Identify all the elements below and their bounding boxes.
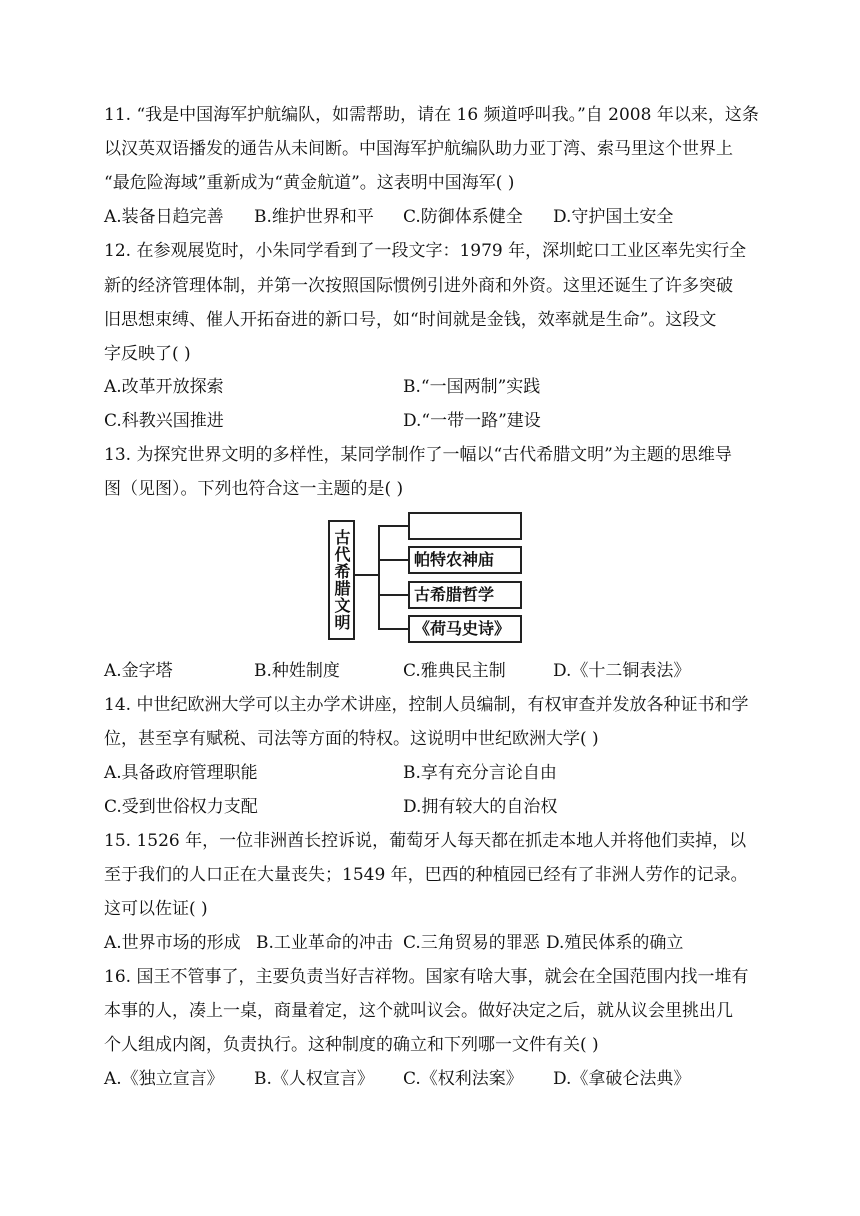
question-16-option-c: C.《权利法案》 [403, 1069, 523, 1089]
mind-map-branch-philosophy: 古希腊哲学 [408, 581, 522, 609]
question-15-option-d: D.殖民体系的确立 [546, 933, 684, 953]
question-12-option-c: C.科教兴国推进 [104, 411, 224, 431]
question-13-option-b: B.种姓制度 [254, 661, 340, 681]
question-14-option-b: B.享有充分言论自由 [403, 763, 557, 783]
question-15-option-b: B.工业革命的冲击 [256, 933, 393, 953]
question-16-line-1: 16. 国王不管事了，主要负责当好吉祥物。国家有啥大事，就会在全国范围内找一堆有 [104, 967, 749, 987]
connector-branch-1 [378, 525, 408, 527]
connector-branch-2 [378, 559, 408, 561]
question-11-line-2: 以汉英双语播发的通告从未间断。中国海军护航编队助力亚丁湾、索马里这个世界上 [104, 139, 733, 159]
question-12-line-2: 新的经济管理体制，并第一次按照国际惯例引进外商和外资。这里还诞生了许多突破 [104, 276, 733, 296]
question-15-line-2: 至于我们的人口正在大量丧失；1549 年，巴西的种植园已经有了非洲人劳作的记录。 [104, 865, 748, 885]
question-12-line-4: 字反映了( ) [104, 344, 191, 364]
question-11-line-1: 11. “我是中国海军护航编队，如需帮助，请在 16 频道呼叫我。”自 2008 年以来，这条 [104, 105, 759, 125]
question-15-line-1: 15. 1526 年，一位非洲酋长控诉说，葡萄牙人每天都在抓走本地人并将他们卖掉，以 [104, 831, 747, 851]
question-16-line-2: 本事的人，凑上一桌，商量着定，这个就叫议会。做好决定之后，就从议会里挑出几 [104, 1001, 733, 1021]
mind-map-branch-parthenon: 帕特农神庙 [408, 546, 522, 574]
connector-branch-3 [378, 594, 408, 596]
connector-branch-4 [378, 628, 408, 630]
question-12-line-3: 旧思想束缚、催人开拓奋进的新口号，如“时间就是金钱，效率就是生命”。这段文 [104, 310, 717, 330]
question-14-option-a: A.具备政府管理职能 [104, 763, 258, 783]
question-12-option-b: B.“一国两制”实践 [403, 377, 541, 397]
question-14-option-d: D.拥有较大的自治权 [403, 797, 558, 817]
mind-map-root: 古代希腊文明 [328, 520, 355, 640]
question-14-option-c: C.受到世俗权力支配 [104, 797, 258, 817]
question-11-line-3: “最危险海域”重新成为“黄金航道”。这表明中国海军( ) [104, 173, 515, 193]
question-14-line-2: 位，甚至享有赋税、司法等方面的特权。这说明中世纪欧洲大学( ) [104, 729, 599, 749]
question-11-option-a: A.装备日趋完善 [104, 207, 224, 227]
question-15-option-a: A.世界市场的形成 [104, 933, 241, 953]
question-13-line-1: 13. 为探究世界文明的多样性，某同学制作了一幅以“古代希腊文明”为主题的思维导 [104, 445, 732, 465]
question-16-option-a: A.《独立宣言》 [104, 1069, 224, 1089]
question-15-line-3: 这可以佐证( ) [104, 899, 208, 919]
question-13-option-c: C.雅典民主制 [403, 661, 506, 681]
question-16-option-d: D.《拿破仑法典》 [553, 1069, 691, 1089]
connector-root-stem [355, 574, 379, 576]
connector-vertical [378, 525, 380, 629]
mind-map-branch-homer: 《荷马史诗》 [408, 615, 522, 643]
question-12-option-a: A.改革开放探索 [104, 377, 224, 397]
question-13-option-a: A.金字塔 [104, 661, 173, 681]
question-13-line-2: 图（见图）。下列也符合这一主题的是( ) [104, 479, 404, 499]
question-12-line-1: 12. 在参观展览时，小朱同学看到了一段文字：1979 年，深圳蛇口工业区率先实行全 [104, 241, 747, 261]
mind-map-diagram [328, 512, 524, 642]
mind-map-branch-blank [408, 512, 522, 540]
question-12-option-d: D.“一带一路”建设 [403, 411, 541, 431]
question-16-option-b: B.《人权宣言》 [254, 1069, 374, 1089]
question-15-option-c: C.三角贸易的罪恶 [403, 933, 540, 953]
question-14-line-1: 14. 中世纪欧洲大学可以主办学术讲座，控制人员编制，有权审查并发放各种证书和学 [104, 695, 749, 715]
question-11-option-d: D.守护国土安全 [553, 207, 674, 227]
question-13-option-d: D.《十二铜表法》 [553, 661, 691, 681]
question-11-option-c: C.防御体系健全 [403, 207, 523, 227]
question-16-line-3: 个人组成内阁，负责执行。这种制度的确立和下列哪一文件有关( ) [104, 1035, 599, 1055]
question-11-option-b: B.维护世界和平 [254, 207, 374, 227]
